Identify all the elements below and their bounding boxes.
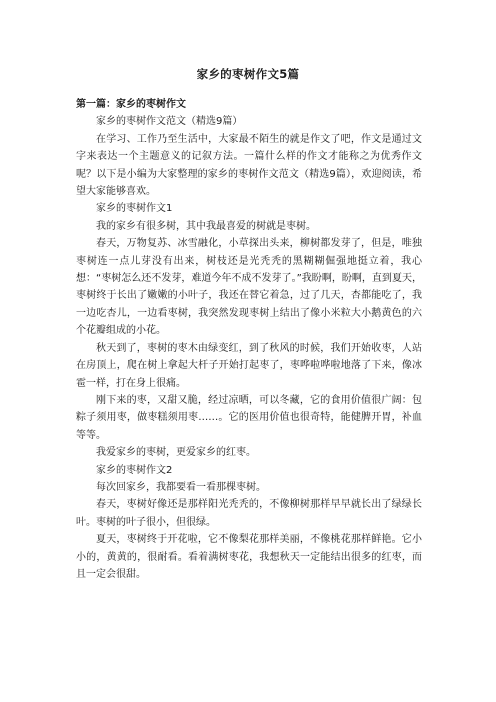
essay1-paragraph-2: 春天，万物复苏、冰雪融化，小草探出头来，柳树都发芽了，但是，唯独枣树连一点儿芽没有出来，树枝还是光秃秃的黑糊糊倔强地挺立着，我心想：“枣树怎么还不发芽，难道今年不成不发芽了。”我盼啊，盼啊，直到夏天，枣树终于长出了嫩嫩的小叶子，我还在替它着急，过了几天，杏都能吃了，我一边吃杏儿，一边看枣树，我突然发现枣树上结出了像小米粒大小鹅黄色的六个花瓣组成的小花。 — [76, 238, 422, 337]
document-subtitle: 家乡的枣树作文范文（精选9篇） — [96, 116, 243, 128]
essay1-paragraph-5: 我爱家乡的枣树，更爱家乡的红枣。 — [96, 447, 256, 459]
essay1-paragraph-3: 秋天到了，枣树的枣木由绿变红，到了秋风的时候，我们开始收枣，人站在房顶上，爬在树上拿起大杆子开始打起枣了，枣哗啦哗啦地落了下来，像冰雹一样，打在身上很痛。 — [76, 342, 422, 389]
essay1-paragraph-4: 刚下来的枣，又甜又脆，经过凉晒，可以冬藏，它的食用价值很广阔：包粽子须用枣，做枣糕须用枣……。它的医用价值也很奇特，能健脾开胃，补血等等。 — [76, 394, 422, 441]
document-body — [76, 96, 422, 583]
essay1-heading: 家乡的枣树作文1 — [96, 203, 173, 215]
essay2-paragraph-2: 春天，枣树好像还是那样阳光秃秃的，不像柳树那样早早就长出了绿绿长叶。枣树的叶子很小，但很绿。 — [76, 499, 422, 528]
essay1-paragraph-1: 我的家乡有很多树，其中我最喜爱的树就是枣树。 — [96, 220, 316, 232]
document-title: 家乡的枣树作文5篇 — [196, 67, 300, 81]
essay2-heading: 家乡的枣树作文2 — [96, 464, 173, 476]
section-heading: 第一篇：家乡的枣树作文 — [76, 99, 186, 110]
intro-paragraph: 在学习、工作乃至生活中，大家最不陌生的就是作文了吧，作文是通过文字来表达一个主题意义的记叙方法。一篇什么样的作文才能称之为优秀作文呢？以下是小编为大家整理的家乡的枣树作文范文（精选9篇），欢迎阅读，希望大家能够喜欢。 — [76, 133, 422, 198]
essay2-paragraph-1: 每次回家乡，我都要看一看那棵枣树。 — [96, 481, 266, 493]
essay2-paragraph-3: 夏天，枣树终于开花啦，它不像梨花那样美丽，不像桃花那样鲜艳。它小小的，黄黄的，很耐看。看着满树枣花，我想秋天一定能结出很多的红枣，而且一定会很甜。 — [76, 534, 422, 580]
